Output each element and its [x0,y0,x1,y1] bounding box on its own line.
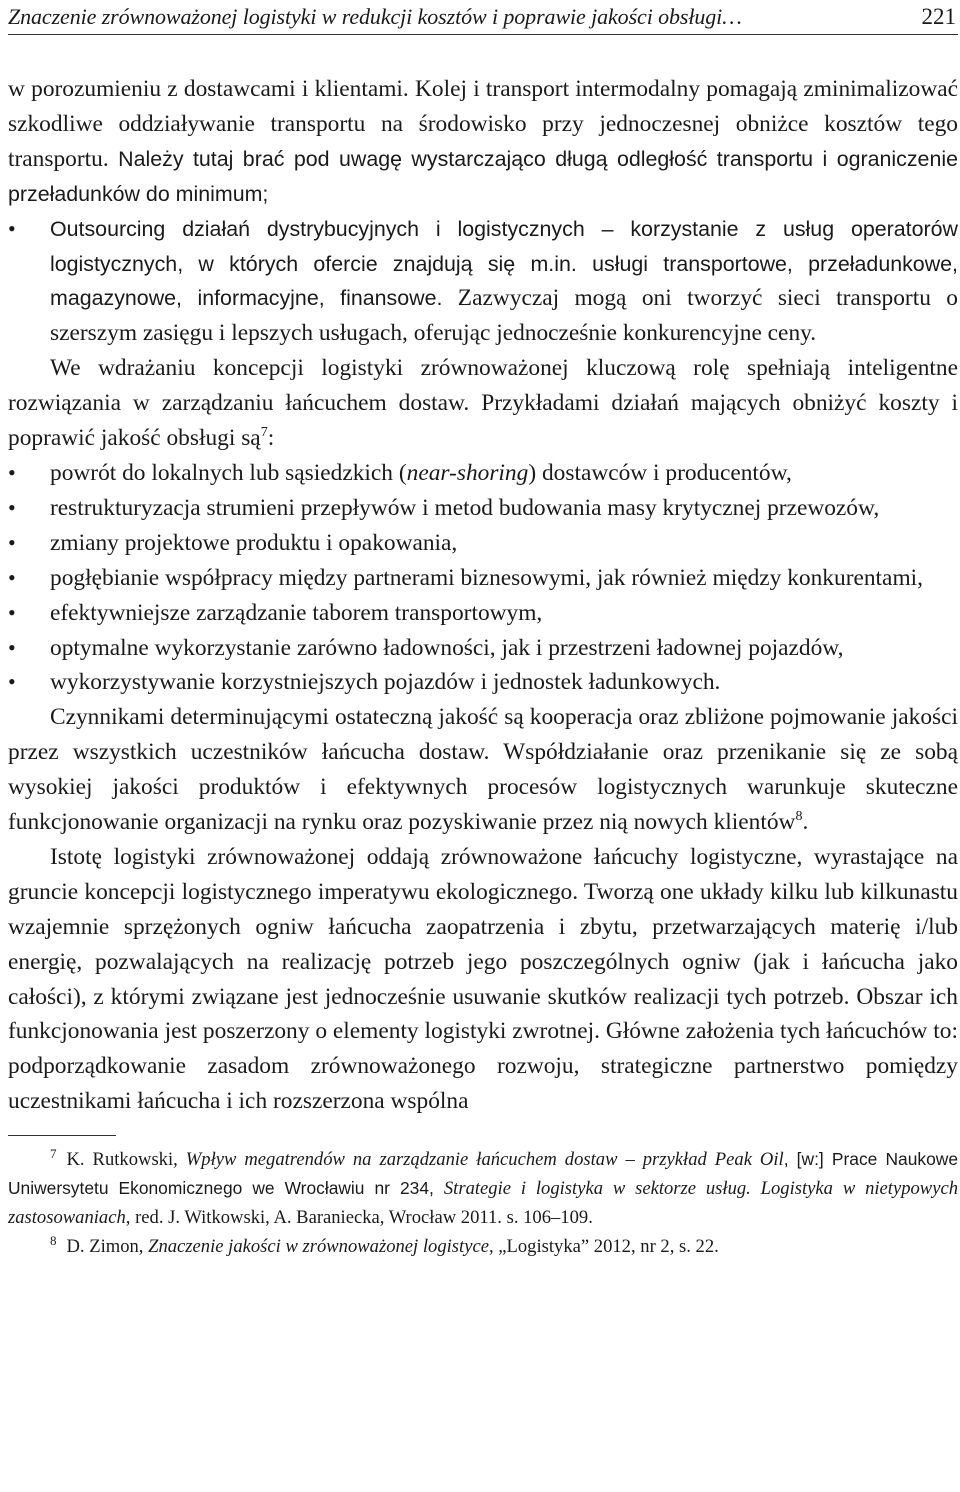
list-item-text-serif: Zazwyczaj mogą oni tworzyć sieci transportu o szerszym zasięgu i lepszych usługach, oferując jednocześnie konkurencyjne ceny. [50,285,958,347]
paragraph-sustainable-chains: Istotę logistyki zrównoważonej oddają zrównoważone łańcuchy logistyczne, wyrastające na gruncie koncepcji logistycznego imperatywu ekologicznego. Tworzą one układy kilku lub kilkunastu wzajemnie sprzężonych ogniw łańcucha zaopatrzenia i zbytu, przetwarzających materię i/lub energię, pozwalających na realizację potrzeb jego poszczególnych ogniw (jak i łańcucha jako całości), z którymi związane jest jednocześnie usuwanie skutków realizacji tych potrzeb. Obszar ich funkcjonowania jest poszerzony o elementy logistyki zwrotnej. Główne założenia tych łańcuchów to: podporządkowanie zasadom zrównoważonego rozwoju, strategiczne partnerstwo pomiędzy uczestnikami łańcucha i ich rozszerzona wspólna [8,843,958,1115]
footnote-author: D. Zimon, [66,1236,149,1258]
outsourcing-list [8,212,958,352]
footnote-ref-8[interactable]: 8 [795,809,803,825]
footnote-end: , red. J. Witkowski, A. Baraniecka, Wrocław 2011. s. 106–109. [125,1207,593,1229]
list-item: • efektywniejsze zarządzanie taborem transportowym, [8,596,958,631]
list-item-italic: near-shoring [406,459,529,486]
list-item-text: ) dostawców i producentów, [528,459,792,486]
footnote-author: K. Rutkowski, [66,1149,186,1171]
footnote-7: 7 K. Rutkowski, Wpływ megatrendów na zarządzanie łańcuchem dostaw – przykład Peak Oil, [w:] Prace Naukowe Uniwersytetu Ekonomicznego we Wrocławiu nr 234, Strategie i logistyka w sektorze usług. Logistyka w nietypowych zastosowaniach, red. J. Witkowski, A. Baraniecka, Wrocław 2011. s. 106–109. [8,1146,958,1229]
footnote-source: , [w:] Prace Naukowe Uniwersytetu Ekonomicznego we Wrocławiu nr 234, [8,1149,958,1199]
list-item-text: powrót do lokalnych lub sąsiedzkich ( [50,459,407,486]
list-item-text: Outsourcing działań dystrybucyjnych i logistycznych – korzystanie z usług operatorów logistycznych, w których ofercie znajdują się m.in. usługi transportowe, przeładunkowe, magazynowe, informacyjne, finansowe. [50,216,958,311]
paragraph-text: Czynnikami determinującymi ostateczną jakość są kooperacja oraz zbliżone pojmowanie jakości przez wszystkich uczestników łańcucha dostaw. Współdziałanie oraz przenikanie się ze sobą wysokiej jakości produktów i efektywnych procesów logistycznych warunkuje skuteczne funkcjonowanie organizacji na rynku oraz pozyskiwanie przez nią nowych klientów [8,704,958,836]
paragraph-end: . [802,809,809,836]
footnote-divider [8,1135,116,1136]
list-item: • optymalne wykorzystanie zarówno ładowności, jak i przestrzeni ładownej pojazdów, [8,631,958,666]
footnote-series: Strategie i logistyka w sektorze usług. Logistyka w nietypowych zastosowaniach [8,1178,958,1229]
running-head [8,0,958,35]
paragraph-text: w porozumieniu z dostawcami i klientami. Kolej i transport intermodalny pomagają zminimalizować szkodliwe oddziaływanie transportu na środowisko przy jednoczesnej obniżce kosztów tego transportu. [8,76,958,172]
document-page [8,0,958,1261]
footnote-8: 8 D. Zimon, Znaczenie jakości w zrównoważonej logistyce, „Logistyka” 2012, nr 2, s. 22. [50,1233,719,1258]
body-text [8,72,958,1119]
list-item: • pogłębianie współpracy między partnerami biznesowymi, jak również między konkurentami, [8,561,958,596]
paragraph-end: : [267,425,275,452]
footnote-ref-7[interactable]: 7 [260,425,268,441]
paragraph-text-sans: Należy tutaj brać pod uwagę wystarczająco długą odległość transportu i ograniczenie przeładunków do minimum; [8,146,958,206]
footnote-title: Znaczenie jakości w zrównoważonej logistyce [148,1236,489,1258]
paragraph-quality-factors [8,700,958,840]
list-item: • restrukturyzacja strumieni przepływów i metod budowania masy krytycznej przewozów, [8,491,958,526]
paragraph-intermodal [8,72,958,212]
page-number: 221 [921,4,956,29]
actions-list [8,456,958,700]
list-item [8,456,958,491]
list-item [8,212,958,352]
running-title: Znaczenie zrównoważonej logistyki w redukcji kosztów i poprawie jakości obsługi… [8,4,742,29]
footnote-end: , „Logistyka” 2012, nr 2, s. 22. [488,1236,719,1258]
list-item: • zmiany projektowe produktu i opakowania, [8,526,958,561]
list-item: • wykorzystywanie korzystniejszych pojazdów i jednostek ładunkowych. [8,665,958,700]
footnotes [8,1145,958,1261]
footnote-title: Wpływ megatrendów na zarządzanie łańcuchem dostaw – przykład Peak Oil [185,1149,784,1171]
paragraph-text: We wdrażaniu koncepcji logistyki zrównoważonej kluczową rolę spełniają inteligentne rozwiązania w zarządzaniu łańcuchem dostaw. Przykładami działań mających obniżyć koszty i poprawić jakość obsługi są [8,355,958,452]
paragraph-smart-solutions [8,351,958,456]
